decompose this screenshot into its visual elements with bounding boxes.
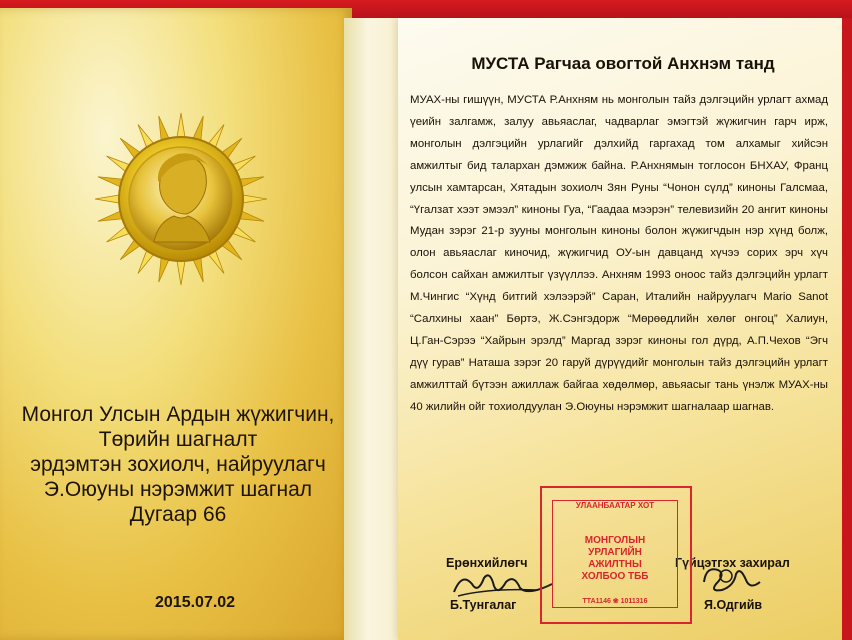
president-name: Б.Тунгалаг <box>450 598 517 612</box>
stamp-line-1: МОНГОЛЫН <box>584 535 646 546</box>
gold-medal-icon <box>92 110 270 288</box>
director-signature <box>696 562 766 598</box>
award-line-4: Э.Оюуны нэрэмжит шагнал <box>43 478 313 501</box>
medal-ray <box>95 195 121 204</box>
award-line-2: Төрийн шагналт <box>98 428 258 451</box>
medal-ray <box>241 195 267 204</box>
medal-ray <box>177 113 186 139</box>
medal-ray <box>177 259 186 285</box>
certificate-left-page <box>0 8 352 640</box>
certificate-fold <box>344 18 404 640</box>
official-stamp <box>540 486 692 624</box>
award-line-1: Монгол Улсын Ардын жүжигчин, <box>21 403 335 426</box>
award-date: 2015.07.02 <box>155 594 236 611</box>
stamp-registration: ТТА1146 ❀ 1011316 <box>582 598 648 605</box>
certificate-body <box>410 90 828 419</box>
award-description <box>18 402 338 527</box>
award-line-3: эрдэмтэн зохиолч, найруулагч <box>30 453 326 476</box>
certificate-body-text: МУАХ-ны гишүүн, МУСТА Р.Анхням нь монголын тайз дэлгэцийн урлагт ахмад үеийн залгамж, залуу авьяаслаг, чадварлаг эмэгтэй жүжигчин гарч ирж, монголын дэлгэцийн урлагийг дэлхийд гаргахад том алхамыг хийсэн амжилтыг бид талархан дэмжиж байна. Р.Анхнямын тоглосон БНХАУ, Франц улсын хамтарсан, Хятадын зохиолч Зян Руны “Чонон сүлд” киноны Галсмаа, “Үгалзат хээт эмээл” киноны Гуа, “Гаадаа мээрэн” телевизийн 20 ангит киноны Мудан зэрэг 21-р зууны монголын киноны болон жүжигчдын нэр хүнд болж, олон авьяаслаг киночид, жүжигчид ОУ-ын давцанд хүчээ сорих эрч хүч болсон сайхан амжилтыг үзүүллээ. Анхням 1993 оноос тайз дэлгэцийн урлагт М.Чингис “Хүнд битгий хэлээрэй” Саран, Италийн найруулагч Mario Sanot “Салхины хаан” Бөртэ, Ж.Сэнгэдорж “Мөрөөдлийн хөлөг онгоц” Халиун, Ц.Ган-Сэрээ “Хайрын эрэлд” Маргад зэрэг киноны гол дүрд, А.П.Чехов “Эгч дүү гурав” Наташа зэрэг 20 гаруй дүрүүдийг монголын тайз дэлгэцийн урлагт амжилттай бүтээн ажиллаж байгаа хөдөлмөр, авьяасыг тань үнэлж МУАХ-ны 40 жилийн ойг тохиолдуулан Э.Оюуны нэрэмжит шагналаар шагнав. <box>410 94 828 413</box>
certificate-cover-edge <box>842 18 852 640</box>
award-number: Дугаар 66 <box>129 503 227 526</box>
stamp-line-3: АЖИЛТНЫ <box>588 559 642 570</box>
director-title: Гүйцэтгэх захирал <box>675 556 790 570</box>
stamp-line-2: УРЛАГИЙН <box>588 547 642 558</box>
president-title: Ерөнхийлөгч <box>446 556 528 570</box>
stamp-line-4: ХОЛБОО ТББ <box>581 571 649 582</box>
stamp-inner-border <box>552 500 678 608</box>
stamp-city: УЛААНБААТАР ХОТ <box>575 501 655 510</box>
director-name: Я.Одгийв <box>704 598 763 612</box>
certificate-title: МУСТА Рагчаа овогтой Анхнэм танд <box>471 54 775 73</box>
